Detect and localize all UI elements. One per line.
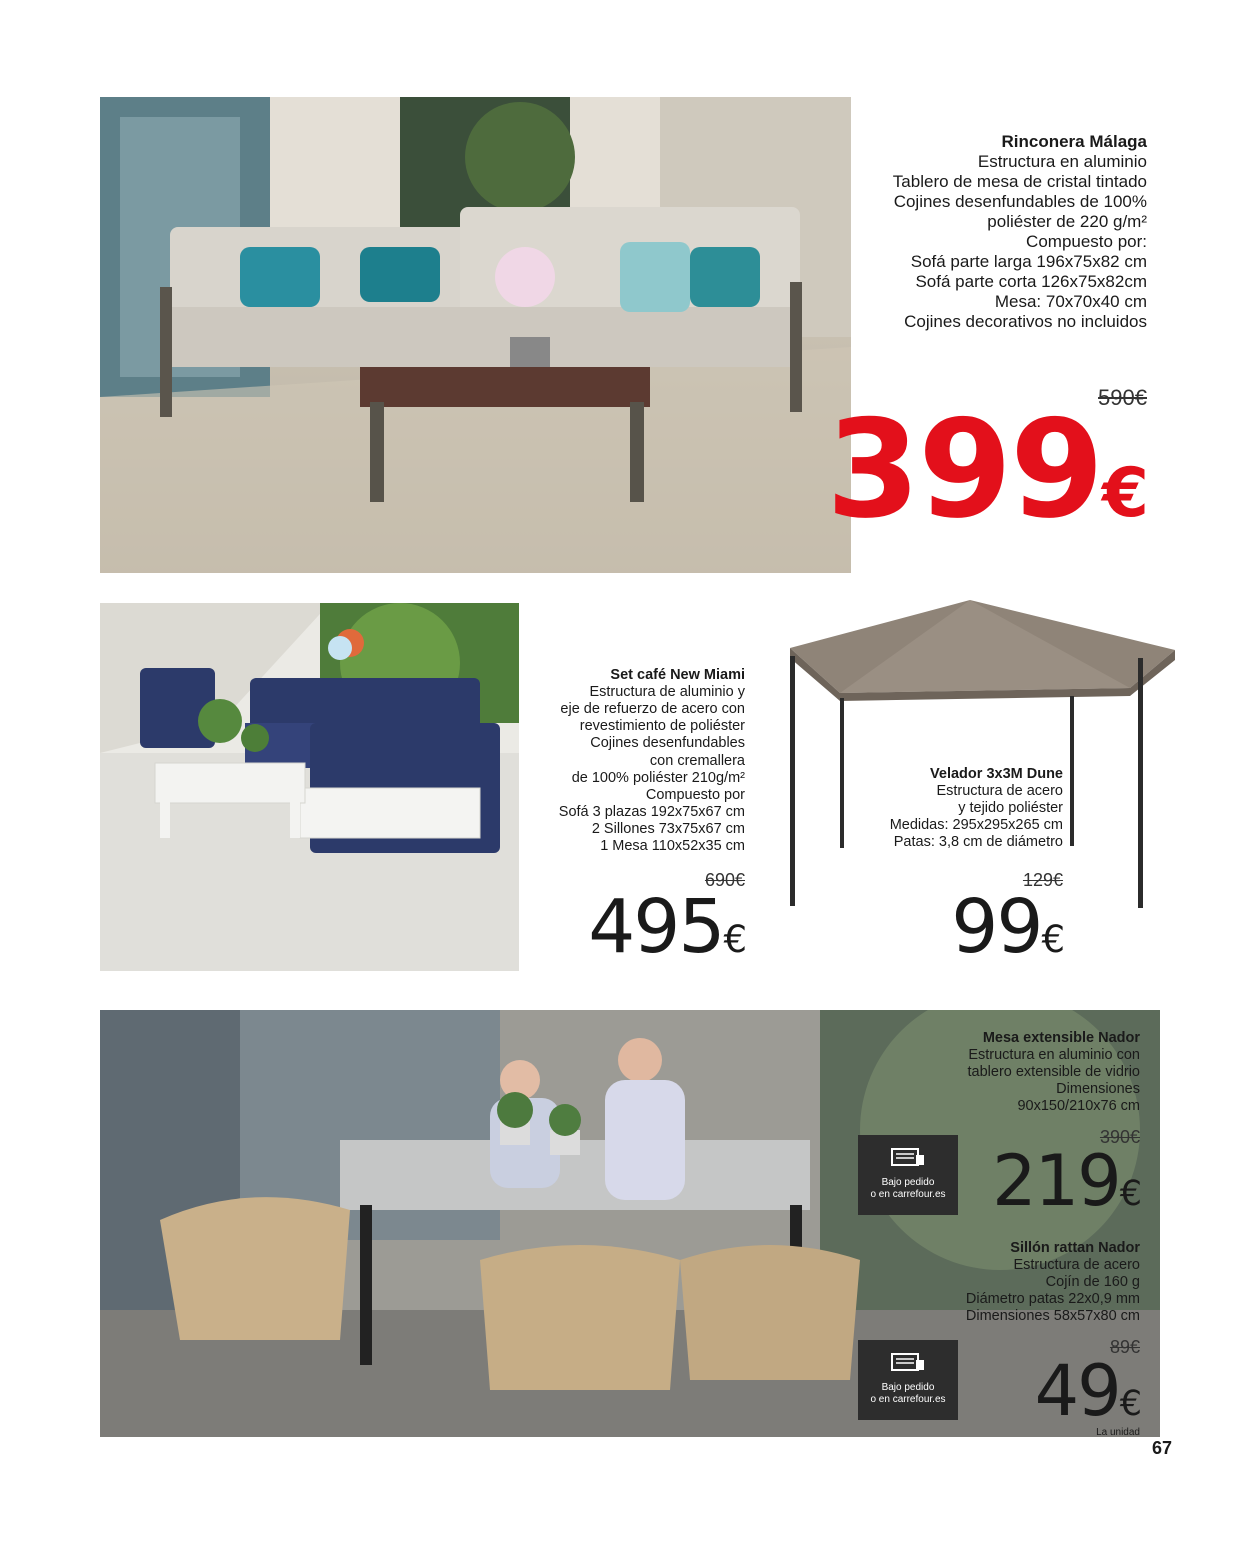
delivery-icon — [888, 1143, 928, 1173]
spec-line: Sofá parte corta 126x75x82cm — [915, 272, 1147, 292]
old-price: 129€ — [1022, 870, 1063, 890]
spec-line: 1 Mesa 110x52x35 cm — [600, 838, 745, 855]
price-currency: € — [1102, 453, 1147, 532]
product-title: Set café New Miami — [610, 667, 745, 683]
spec-line: Cojín de 160 g — [1045, 1274, 1140, 1291]
spec-line: Estructura de aluminio y — [589, 684, 745, 701]
product-title: Rinconera Málaga — [1001, 132, 1147, 151]
price-currency: € — [1119, 1384, 1140, 1424]
spec-line: Estructura de acero — [1013, 1257, 1140, 1274]
spec-line: Dimensiones 58x57x80 cm — [965, 1308, 1140, 1325]
page-number: 67 — [1152, 1438, 1173, 1458]
product-velador-info — [890, 766, 1063, 852]
spec-line: Sofá 3 plazas 192x75x67 cm — [558, 803, 745, 820]
price-amount: 495 — [588, 884, 724, 970]
spec-line: 90x150/210x76 cm — [1017, 1098, 1140, 1115]
price-amount: 99 — [951, 884, 1042, 970]
spec-line: Mesa: 70x70x40 cm — [994, 292, 1147, 312]
spec-line: Patas: 3,8 cm de diámetro — [893, 834, 1063, 851]
badge-line: o en carrefour.es — [870, 1393, 946, 1405]
spec-line: Medidas: 295x295x265 cm — [889, 817, 1063, 834]
spec-line: poliéster de 220 g/m² — [987, 212, 1147, 232]
price-currency: € — [1119, 1174, 1140, 1214]
spec-line: Compuesto por: — [1026, 232, 1147, 252]
current-price — [951, 884, 1063, 970]
delivery-icon — [888, 1348, 928, 1378]
photo-set-cafe-new-miami — [100, 603, 519, 971]
product-mesa-nador-info — [968, 1030, 1141, 1116]
price-currency: € — [723, 918, 745, 961]
spec-line: revestimiento de poliéster — [579, 718, 745, 735]
spec-line: Cojines desenfundables de 100% — [893, 192, 1147, 212]
product-new-miami-info — [559, 667, 745, 855]
photo-new-miami-scene — [100, 603, 519, 971]
old-price: 89€ — [1109, 1337, 1140, 1357]
price-amount: 219 — [992, 1140, 1120, 1222]
old-price: 590€ — [1098, 385, 1147, 410]
product-rinconera-info — [893, 132, 1147, 332]
photo-rinconera-malaga — [100, 97, 851, 573]
price-amount: 49 — [1034, 1350, 1120, 1432]
spec-line: Compuesto por — [645, 786, 745, 803]
photo-rinconera-scene — [100, 97, 851, 573]
spec-line: con cremallera — [649, 752, 745, 769]
spec-line: Dimensiones — [1056, 1081, 1140, 1098]
gazebo-drawing — [770, 598, 1180, 908]
spec-line: Sofá parte larga 196x75x82 cm — [910, 252, 1147, 272]
product-title: Velador 3x3M Dune — [930, 766, 1063, 782]
old-price: 390€ — [1099, 1127, 1140, 1147]
badge-line: o en carrefour.es — [870, 1188, 946, 1200]
gazebo-illustration — [770, 598, 1180, 908]
spec-line: de 100% poliéster 210g/m² — [571, 769, 745, 786]
spec-line: eje de refuerzo de acero con — [560, 701, 745, 718]
badge-line: Bajo pedido — [881, 1382, 935, 1393]
spec-line: 2 Sillones 73x75x67 cm — [591, 820, 745, 837]
current-price — [1034, 1350, 1140, 1432]
spec-line: Estructura de acero — [936, 783, 1063, 800]
spec-line: Tablero de mesa de cristal tintado — [892, 172, 1147, 192]
badge-line: Bajo pedido — [881, 1177, 935, 1188]
old-price: 690€ — [704, 870, 745, 890]
spec-line: Cojines decorativos no incluidos — [904, 312, 1147, 332]
current-price — [992, 1140, 1140, 1222]
product-title: Sillón rattan Nador — [1010, 1240, 1140, 1256]
product-title: Mesa extensible Nador — [982, 1030, 1140, 1046]
spec-line: y tejido poliéster — [958, 800, 1063, 817]
spec-line: tablero extensible de vidrio — [967, 1064, 1140, 1081]
spec-line: Estructura en aluminio — [977, 152, 1147, 172]
unit-note: La unidad — [1096, 1427, 1140, 1438]
spec-line: Estructura en aluminio con — [968, 1047, 1140, 1064]
product-sillon-nador-info — [966, 1240, 1140, 1326]
order-badge — [858, 1340, 958, 1420]
current-price — [588, 884, 745, 970]
order-badge — [858, 1135, 958, 1215]
price-currency: € — [1041, 918, 1063, 961]
spec-line: Cojines desenfundables — [590, 735, 745, 752]
spec-line: Diámetro patas 22x0,9 mm — [965, 1291, 1140, 1308]
price-amount: 399 — [826, 391, 1103, 548]
